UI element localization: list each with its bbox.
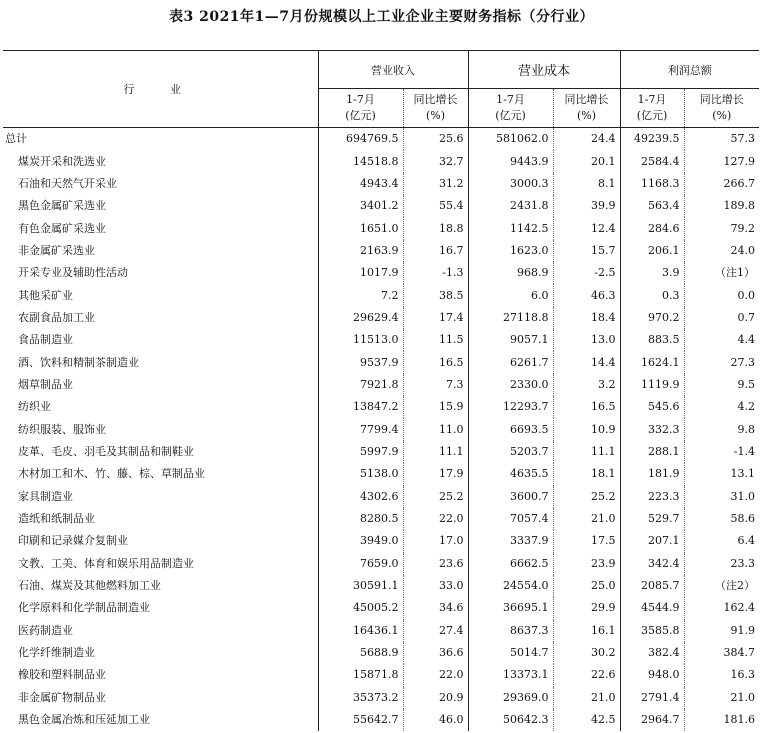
table-row [3,374,759,396]
table-row [3,553,759,575]
cell-cost: 13373.1 [468,664,553,686]
cell-rev-g: 25.6 [403,128,468,151]
cell-profit-g: 162.4 [684,597,759,619]
cell-rev: 1651.0 [318,217,403,239]
cell-profit-g: 21.0 [684,687,759,709]
revenue-header: 营业收入 [318,51,468,89]
cell-rev: 1017.9 [318,262,403,284]
cell-profit: 1168.3 [620,173,684,195]
table-row [3,597,759,619]
cell-rev-g: 17.0 [403,530,468,552]
industry-name: 木材加工和木、竹、藤、棕、草制品业 [18,467,205,481]
industry-name: 农副食品加工业 [18,310,95,324]
industry-name: 化学纤维制造业 [18,646,95,660]
cell-rev: 7659.0 [318,553,403,575]
cell-rev-g: 17.4 [403,307,468,329]
cell-profit-g: 79.2 [684,217,759,239]
cell-profit-g: 4.4 [684,329,759,351]
cell-rev-g: 36.6 [403,642,468,664]
cell-profit: 3.9 [620,262,684,284]
cell-cost: 36695.1 [468,597,553,619]
cell-profit: 181.9 [620,463,684,485]
cell-rev: 16436.1 [318,620,403,642]
cell-cost: 2431.8 [468,195,553,217]
cell-rev: 15871.8 [318,664,403,686]
cell-cost: 12293.7 [468,396,553,418]
cell-profit: 563.4 [620,195,684,217]
industry-name: 食品制造业 [18,333,73,347]
cell-profit-g: 0.0 [684,284,759,306]
cell-rev: 7799.4 [318,418,403,440]
cell-cost-g: 39.9 [553,195,620,217]
table-body [3,128,759,732]
table-row [3,664,759,686]
cell-rev-g: 16.7 [403,240,468,262]
cell-rev: 35373.2 [318,687,403,709]
cell-profit-g: 9.5 [684,374,759,396]
cell-cost-g: 16.1 [553,620,620,642]
table-row [3,173,759,195]
cell-profit-g: 384.7 [684,642,759,664]
cell-profit-g: 57.3 [684,128,759,151]
cost-growth-header: 同比增长 (%) [553,89,620,128]
cell-cost-g: 10.9 [553,418,620,440]
cell-rev: 14518.8 [318,150,403,172]
cell-profit-g: 4.2 [684,396,759,418]
industry-name: 橡胶和塑料制品业 [18,668,106,682]
cost-header: 营业成本 [468,51,620,89]
cell-cost-g: 20.1 [553,150,620,172]
table-row [3,329,759,351]
cell-profit: 342.4 [620,553,684,575]
cost-period-header: 1-7月 (亿元) [468,89,553,128]
cell-cost-g: 23.9 [553,553,620,575]
cell-cost: 2330.0 [468,374,553,396]
cell-cost-g: 3.2 [553,374,620,396]
cell-profit-g: 91.9 [684,620,759,642]
cell-rev-g: 27.4 [403,620,468,642]
cell-profit: 0.3 [620,284,684,306]
table-row [3,463,759,485]
cell-rev-g: 23.6 [403,553,468,575]
table-row [3,351,759,373]
industry-name: 印刷和记录媒介复制业 [18,534,128,548]
cell-profit: 2584.4 [620,150,684,172]
cell-profit: 2964.7 [620,709,684,731]
cell-cost: 9443.9 [468,150,553,172]
table-row [3,195,759,217]
cell-cost: 5014.7 [468,642,553,664]
cell-profit-g: 27.3 [684,351,759,373]
cell-rev-g: 33.0 [403,575,468,597]
cell-rev-g: 22.0 [403,664,468,686]
cell-rev: 30591.1 [318,575,403,597]
cell-cost: 1142.5 [468,217,553,239]
cell-rev: 4302.6 [318,486,403,508]
cell-rev: 5138.0 [318,463,403,485]
cell-rev: 5997.9 [318,441,403,463]
cell-profit-g: 6.4 [684,530,759,552]
table-row [3,418,759,440]
cell-profit-g: 24.0 [684,240,759,262]
cell-cost-g: 18.4 [553,307,620,329]
cell-rev: 29629.4 [318,307,403,329]
cell-cost-g: -2.5 [553,262,620,284]
total-row [3,128,759,151]
cell-cost-g: 21.0 [553,687,620,709]
cell-cost: 4635.5 [468,463,553,485]
industry-name: 黑色金属冶炼和压延加工业 [18,713,150,727]
cell-cost: 6.0 [468,284,553,306]
industry-name: 煤炭开采和洗选业 [18,154,106,168]
cell-rev: 7.2 [318,284,403,306]
cell-profit-g: 23.3 [684,553,759,575]
cell-cost-g: 16.5 [553,396,620,418]
cell-profit: 207.1 [620,530,684,552]
table-row [3,396,759,418]
cell-profit-g: 58.6 [684,508,759,530]
industry-name: 石油、煤炭及其他燃料加工业 [18,579,161,593]
cell-rev: 45005.2 [318,597,403,619]
cell-profit: 288.1 [620,441,684,463]
cell-cost: 581062.0 [468,128,553,151]
industry-name: 开采专业及辅助性活动 [18,266,128,280]
table-row [3,486,759,508]
cell-profit-g: 9.8 [684,418,759,440]
cell-profit-g: 16.3 [684,664,759,686]
cell-rev-g: -1.3 [403,262,468,284]
cell-cost: 24554.0 [468,575,553,597]
cell-cost: 1623.0 [468,240,553,262]
cell-profit: 2085.7 [620,575,684,597]
cell-rev-g: 55.4 [403,195,468,217]
table-row [3,530,759,552]
cell-profit: 883.5 [620,329,684,351]
cell-rev-g: 46.0 [403,709,468,731]
cell-profit: 206.1 [620,240,684,262]
table-row [3,307,759,329]
cell-cost: 29369.0 [468,687,553,709]
cell-profit: 2791.4 [620,687,684,709]
cell-cost-g: 46.3 [553,284,620,306]
cell-rev: 13847.2 [318,396,403,418]
table-row [3,709,759,731]
profit-growth-header: 同比增长 (%) [684,89,759,128]
industry-name: 酒、饮料和精制茶制造业 [18,355,139,369]
cell-cost-g: 24.4 [553,128,620,151]
cell-cost: 6261.7 [468,351,553,373]
cell-rev: 3401.2 [318,195,403,217]
cell-profit: 3585.8 [620,620,684,642]
industry-name: 造纸和纸制品业 [18,512,95,526]
industry-name: 石油和天然气开采业 [18,176,117,190]
industry-name: 医药制造业 [18,623,73,637]
cell-rev-g: 11.5 [403,329,468,351]
cell-profit: 382.4 [620,642,684,664]
cell-rev: 11513.0 [318,329,403,351]
cell-rev: 694769.5 [318,128,403,151]
cell-profit: 4544.9 [620,597,684,619]
industry-name: 黑色金属矿采选业 [18,199,106,213]
industry-name: 家具制造业 [18,489,73,503]
cell-profit: 948.0 [620,664,684,686]
cell-rev: 7921.8 [318,374,403,396]
cell-rev: 9537.9 [318,351,403,373]
cell-rev-g: 34.6 [403,597,468,619]
cell-cost-g: 12.4 [553,217,620,239]
cell-cost-g: 17.5 [553,530,620,552]
cell-cost: 9057.1 [468,329,553,351]
table-row [3,284,759,306]
cell-cost: 5203.7 [468,441,553,463]
cell-cost-g: 14.4 [553,351,620,373]
industry-name: 总计 [5,132,27,146]
cell-cost: 7057.4 [468,508,553,530]
table-row [3,642,759,664]
cell-profit-g: 181.6 [684,709,759,731]
cell-cost: 3000.3 [468,173,553,195]
cell-profit-g: 31.0 [684,486,759,508]
financial-indicators-table [3,50,759,731]
table-title: 表3 2021年1—7月份规模以上工业企业主要财务指标（分行业） [168,9,595,25]
table-row [3,620,759,642]
cell-cost: 6662.5 [468,553,553,575]
cell-profit: 1119.9 [620,374,684,396]
revenue-growth-header: 同比增长 (%) [403,89,468,128]
industry-name: 有色金属矿采选业 [18,221,106,235]
cell-rev: 4943.4 [318,173,403,195]
cell-rev-g: 17.9 [403,463,468,485]
cell-profit-g: （注2） [684,575,759,597]
cell-profit: 1624.1 [620,351,684,373]
table-row [3,687,759,709]
cell-cost-g: 30.2 [553,642,620,664]
industry-name: 皮革、毛皮、羽毛及其制品和制鞋业 [18,444,194,458]
industry-name: 化学原料和化学制品制造业 [18,601,150,615]
cell-profit-g: 189.8 [684,195,759,217]
cell-rev: 3949.0 [318,530,403,552]
cell-cost: 3337.9 [468,530,553,552]
cell-rev-g: 22.0 [403,508,468,530]
cell-profit: 49239.5 [620,128,684,151]
table-row [3,575,759,597]
cell-profit: 284.6 [620,217,684,239]
cell-rev-g: 11.0 [403,418,468,440]
table-row [3,508,759,530]
cell-cost-g: 25.0 [553,575,620,597]
cell-profit: 529.7 [620,508,684,530]
cell-cost-g: 15.7 [553,240,620,262]
industry-name: 其他采矿业 [18,288,73,302]
cell-rev: 55642.7 [318,709,403,731]
industry-name: 非金属矿采选业 [18,243,95,257]
cell-cost-g: 18.1 [553,463,620,485]
cell-rev-g: 38.5 [403,284,468,306]
cell-profit: 545.6 [620,396,684,418]
table-row [3,441,759,463]
cell-cost-g: 13.0 [553,329,620,351]
cell-cost-g: 8.1 [553,173,620,195]
table-row [3,240,759,262]
table-row [3,262,759,284]
industry-name: 烟草制品业 [18,377,73,391]
cell-cost-g: 42.5 [553,709,620,731]
cell-rev: 8280.5 [318,508,403,530]
cell-cost-g: 25.2 [553,486,620,508]
cell-cost-g: 22.6 [553,664,620,686]
table-row [3,150,759,172]
cell-cost-g: 21.0 [553,508,620,530]
table-row [3,217,759,239]
cell-profit-g: 266.7 [684,173,759,195]
cell-profit-g: -1.4 [684,441,759,463]
cell-rev-g: 7.3 [403,374,468,396]
cell-rev-g: 11.1 [403,441,468,463]
cell-profit-g: （注1） [684,262,759,284]
cell-cost-g: 29.9 [553,597,620,619]
industry-name: 纺织服装、服饰业 [18,422,106,436]
cell-rev-g: 32.7 [403,150,468,172]
cell-profit: 223.3 [620,486,684,508]
cell-profit-g: 13.1 [684,463,759,485]
industry-name: 文教、工美、体育和娱乐用品制造业 [18,556,194,570]
cell-cost: 50642.3 [468,709,553,731]
cell-rev-g: 18.8 [403,217,468,239]
industry-name: 非金属矿物制品业 [18,690,106,704]
cell-profit: 970.2 [620,307,684,329]
cell-cost: 8637.3 [468,620,553,642]
profit-header: 利润总额 [620,51,759,89]
cell-profit: 332.3 [620,418,684,440]
cell-rev-g: 25.2 [403,486,468,508]
profit-period-header: 1-7月 (亿元) [620,89,684,128]
industry-name: 纺织业 [18,400,51,414]
cell-rev-g: 20.9 [403,687,468,709]
industry-header: 行 业 [3,51,318,128]
cell-rev-g: 15.9 [403,396,468,418]
cell-rev: 2163.9 [318,240,403,262]
cell-cost: 27118.8 [468,307,553,329]
cell-profit-g: 0.7 [684,307,759,329]
cell-rev: 5688.9 [318,642,403,664]
cell-cost: 3600.7 [468,486,553,508]
revenue-period-header: 1-7月 (亿元) [318,89,403,128]
cell-rev-g: 31.2 [403,173,468,195]
cell-cost-g: 11.1 [553,441,620,463]
cell-rev-g: 16.5 [403,351,468,373]
cell-profit-g: 127.9 [684,150,759,172]
cell-cost: 968.9 [468,262,553,284]
cell-cost: 6693.5 [468,418,553,440]
